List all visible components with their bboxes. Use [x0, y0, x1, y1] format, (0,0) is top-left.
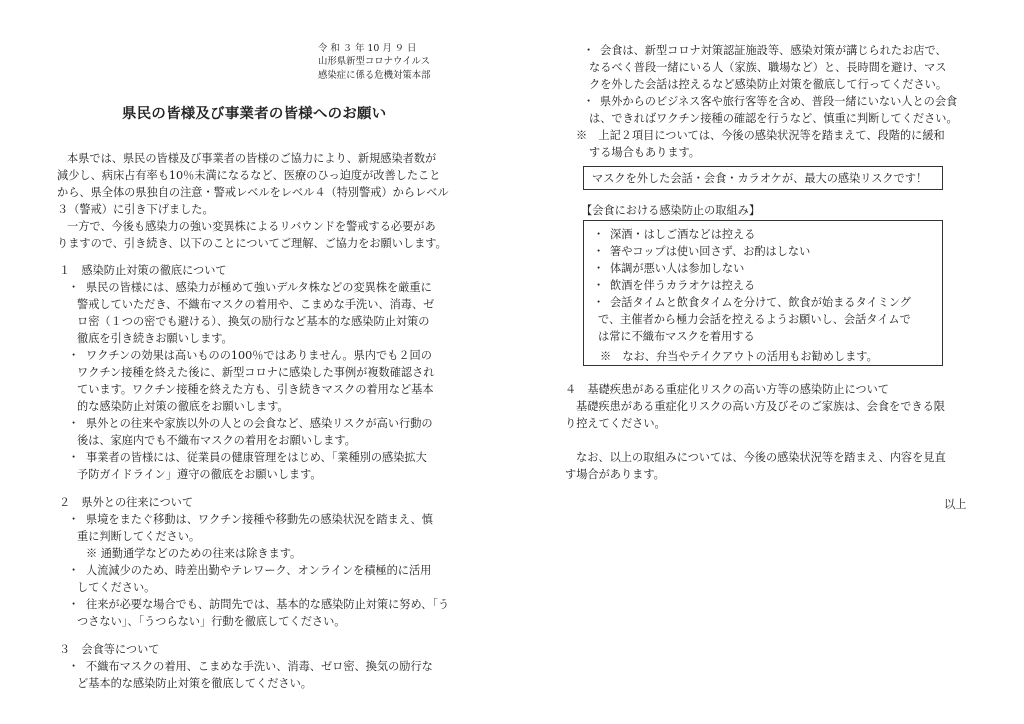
intro-p1-line2: 減少し、病床占有率も10％未満になるなど、医療のひっ迫度が改善したこと: [57, 169, 441, 182]
intro-p1-line4: ３（警戒）に引き下げました。: [57, 203, 214, 216]
section3-item3-line1: 県外からのビジネス客や旅行客等を含め、普段一緒にいない人との会食: [600, 95, 958, 108]
intro-p2-line2: りますので、引き続き、以下のことについてご理解、ご協力をお願いします。: [57, 237, 447, 250]
section3-item1-line2: ど基本的な感染防止対策を徹底してください。: [77, 677, 312, 690]
section1-item1-line3: ロ密（１つの密でも避ける）、換気の励行など基本的な感染防止対策の: [77, 315, 430, 328]
section2-note1: ※ 通勤通学などのための往来は除きます。: [86, 547, 302, 560]
section2-item1-line1: 県境をまたぐ移動は、ワクチン接種や移動先の感染状況を踏まえ、慎: [86, 513, 433, 526]
measures-item3: 体調が悪い人は参加しない: [610, 262, 745, 275]
section1-bullet: ・: [68, 349, 80, 362]
measures-heading: 【会食における感染防止の取組み】: [581, 204, 761, 217]
measures-item5-line3: は常に不織布マスクを着用する: [598, 330, 755, 343]
measures-item2: 箸やコップは使い回さず、お酌はしない: [610, 245, 811, 258]
risk-notice-box: [583, 166, 943, 190]
measures-bullet: ・: [593, 279, 605, 292]
section1-item3-line2: 後は、家庭内でも不織布マスクの着用をお願いします。: [77, 434, 356, 447]
section2-bullet: ・: [68, 564, 80, 577]
section2-bullet: ・: [68, 598, 80, 611]
section4-body-line1: 基礎疾患がある重症化リスクの高い方及びそのご家族は、会食をできる限: [576, 400, 945, 413]
measures-item1: 深酒・はしご酒などは控える: [610, 228, 756, 241]
issuer-org-line1: 山形県新型コロナウイルス: [318, 56, 430, 68]
section1-item1-line4: 徹底を引き続きお願いします。: [77, 332, 233, 345]
section1-bullet: ・: [68, 281, 80, 294]
measures-bullet: ・: [593, 262, 605, 275]
section1-item2-line4: 的な感染防止対策の徹底をお願いします。: [77, 400, 289, 413]
section3-item2-line2: なるべく普段一緒にいる人（家族、職場など）と、長時間を避け、マス: [589, 61, 947, 74]
section1-item2-line2: ワクチン接種を終えた後に、新型コロナに感染した事例が複数確認され: [77, 366, 435, 379]
section2-item2-line2: してください。: [77, 581, 156, 594]
closing-line1: なお、以上の取組みについては、今後の感染状況等を踏まえ、内容を見直: [576, 451, 946, 464]
section2-heading: ２ 県外との往来について: [59, 496, 194, 509]
risk-notice-text: マスクを外した会話・会食・カラオケが、最大の感染リスクです！: [592, 172, 928, 185]
section3-bullet: ・: [68, 660, 80, 673]
section3-heading: ３ 会食等について: [59, 643, 160, 656]
section1-item1-line1: 県民の皆様には、感染力が極めて強いデルタ株などの変異株を厳重に: [86, 281, 432, 294]
section3-bullet: ・: [583, 95, 595, 108]
section1-heading: １ 感染防止対策の徹底について: [59, 264, 227, 277]
section1-item3-line1: 県外との往来や家族以外の人との会食など、感染リスクが高い行動の: [86, 417, 433, 430]
intro-p1-line1: 本県では、県民の皆様及び事業者の皆様のご協力により、新規感染者数が: [67, 152, 437, 165]
section2-bullet: ・: [68, 513, 80, 526]
section3-item1-line1: 不織布マスクの着用、こまめな手洗い、消毒、ゼロ密、換気の励行な: [86, 660, 433, 673]
intro-p2-line1: 一方で、今後も感染力の強い変異株によるリバウンドを警戒する必要があ: [67, 220, 436, 233]
section1-bullet: ・: [68, 417, 80, 430]
section1-item1-line2: 警戒していただき、不織布マスクの着用や、こまめな手洗い、消毒、ゼ: [77, 298, 435, 311]
section2-item3-line2: つさない」、「うつらない」行動を徹底してください。: [77, 615, 346, 628]
section1-bullet: ・: [68, 451, 80, 464]
issue-date: 令 和 ３ 年 10 月 ９ 日: [318, 43, 417, 54]
closing-end: 以上: [944, 498, 967, 511]
section4-body-line2: り控えてください。: [565, 417, 666, 430]
section3-item2-line1: 会食は、新型コロナ対策認証施設等、感染対策が講じられたお店で、: [600, 44, 947, 57]
document-title: 県民の皆様及び事業者の皆様へのお願い: [122, 106, 387, 122]
closing-line2: す場合があります。: [565, 468, 665, 481]
intro-p1-line3: から、県全体の県独自の注意・警戒レベルをレベル４（特別警戒）からレベル: [57, 186, 449, 199]
section3-note-line1: ※ 上記２項目については、今後の感染状況等を踏まえて、段階的に緩和: [576, 129, 945, 142]
measures-bullet: ・: [593, 245, 605, 258]
issuer-block: [318, 42, 458, 82]
measures-note: ※ なお、弁当やテイクアウトの活用もお勧めします。: [600, 350, 878, 363]
section2-item3-line1: 往来が必要な場合でも、訪問先では、基本的な感染防止対策に努め、「う: [86, 598, 450, 611]
section3-item2-line3: クを外した会話は控えるなど感染防止対策を徹底して行ってください。: [589, 78, 948, 91]
measures-item4: 飲酒を伴うカラオケは控える: [610, 279, 756, 292]
section1-item4-line2: 予防ガイドライン」遵守の徹底をお願いします。: [77, 468, 322, 481]
measures-bullet: ・: [593, 296, 605, 309]
measures-item5-line1: 会話タイムと飲食タイムを分けて、飲食が始まるタイミング: [610, 296, 911, 309]
section1-item2-line1: ワクチンの効果は高いものの100％ではありません。県内でも２回の: [86, 349, 432, 362]
section2-item2-line1: 人流減少のため、時差出勤やテレワーク、オンラインを積極的に活用: [86, 564, 432, 577]
section3-note-line2: する場合もあります。: [589, 146, 700, 159]
section4-heading: ４ 基礎疾患がある重症化リスクの高い方等の感染防止について: [565, 383, 889, 396]
section1-item2-line3: ています。ワクチン接種を終えた方も、引き続きマスクの着用など基本: [77, 383, 434, 396]
section3-bullet: ・: [583, 44, 595, 57]
measures-bullet: ・: [593, 228, 605, 241]
measures-item5-line2: で、主催者から極力会話を控えるようお願いし、会話タイムで: [598, 313, 911, 326]
section3-item3-line2: は、できればワクチン接種の確認を行うなど、慎重に判断してください。: [589, 112, 958, 125]
issuer-org-line2: 感染症に係る危機対策本部: [318, 69, 431, 81]
section1-item4-line1: 事業者の皆様には、従業員の健康管理をはじめ、「業種別の感染拡大: [86, 451, 427, 464]
section2-item1-line2: 重に判断してください。: [77, 530, 201, 543]
